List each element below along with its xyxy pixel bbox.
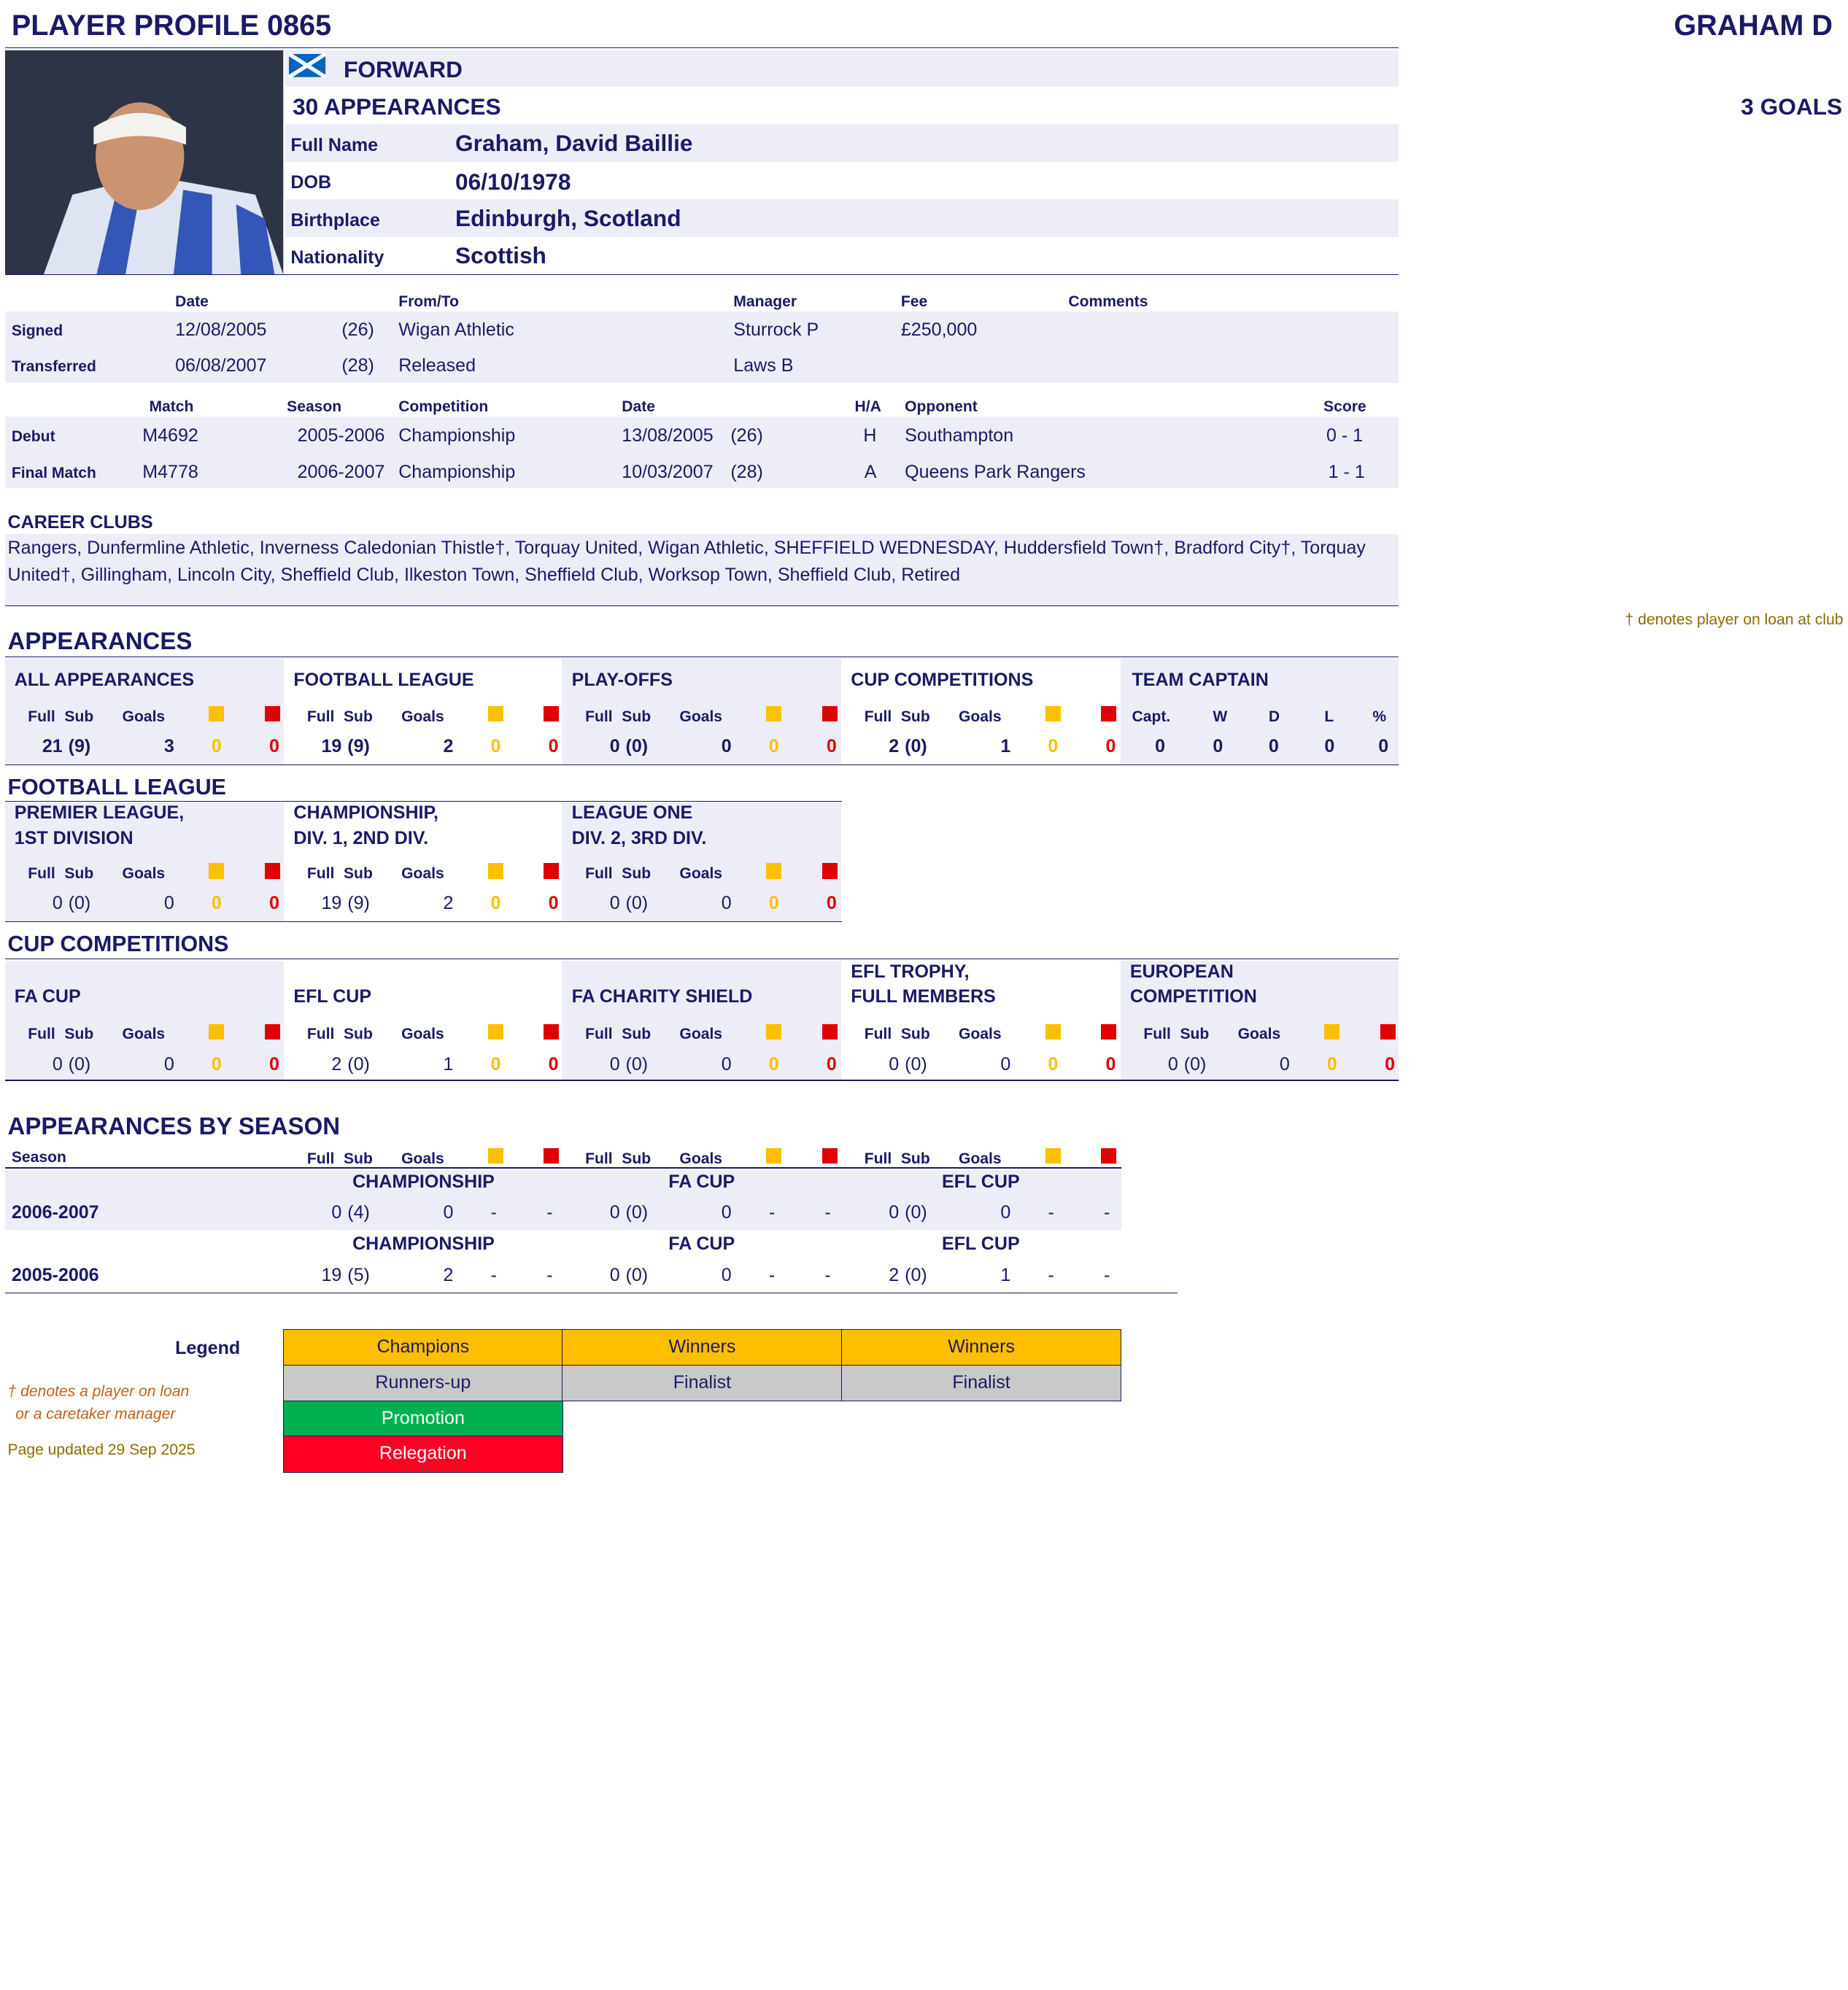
stat-goals: 0: [163, 1053, 174, 1075]
match-header-season: Season: [287, 398, 342, 416]
block-title-1: EUROPEAN: [1129, 961, 1234, 982]
stat-sub: (9): [347, 893, 370, 914]
yellow-card-icon: [1045, 1024, 1061, 1039]
match-id: M4778: [142, 462, 198, 483]
transfer-header-fromto: From/To: [398, 293, 459, 311]
label-full: Full: [306, 1150, 335, 1167]
yellow-card-icon: [209, 863, 224, 878]
label-sub: Sub: [622, 1026, 652, 1043]
stat-goals: 1: [443, 1053, 454, 1075]
stat-red: -: [546, 1201, 553, 1223]
block-title-1: EFL TROPHY,: [851, 961, 970, 982]
scotland-flag-icon: [289, 54, 325, 77]
career-clubs-title: CAREER CLUBS: [7, 511, 153, 533]
appearances-section-title: APPEARANCES: [7, 627, 193, 655]
match-id: M4692: [142, 425, 198, 446]
stat-yellow: 0: [1048, 1053, 1059, 1075]
label-sub: Sub: [64, 1026, 94, 1043]
stat-sub: (4): [347, 1201, 370, 1223]
stat-full: 0: [889, 1053, 900, 1075]
label-sub: Sub: [343, 708, 373, 725]
match-competition: Championship: [398, 425, 516, 446]
captain-label-l: L: [1324, 708, 1334, 725]
stat-sub: (0): [905, 736, 927, 757]
transfer-age: (28): [341, 355, 374, 376]
match-competition: Championship: [398, 462, 516, 483]
stat-goals: 0: [721, 1201, 732, 1223]
stat-yellow: 0: [768, 893, 779, 914]
stat-goals: 0: [1279, 1053, 1290, 1075]
block-title-1: CHAMPIONSHIP,: [293, 802, 438, 824]
match-season: 2005-2006: [297, 425, 385, 446]
legend-note-2: or a caretaker manager: [15, 1406, 176, 1423]
label-goals: Goals: [122, 708, 166, 725]
stat-red: 0: [269, 1053, 279, 1075]
stat-sub: (0): [625, 1264, 649, 1285]
detail-label-dob: DOB: [290, 172, 332, 193]
label-goals: Goals: [679, 1150, 723, 1167]
transfer-header-date: Date: [175, 293, 209, 311]
stat-yellow: -: [490, 1264, 497, 1285]
stat-goals: 0: [721, 1053, 732, 1075]
legend-relegation: Relegation: [283, 1436, 563, 1472]
captain-label-w: W: [1213, 708, 1228, 725]
stat-goals: 0: [1000, 1201, 1011, 1223]
captain-title: TEAM CAPTAIN: [1132, 670, 1269, 691]
block-title: PLAY-OFFS: [571, 670, 673, 691]
match-header-competition: Competition: [398, 398, 489, 416]
transfer-fee: £250,000: [900, 320, 978, 340]
stat-yellow: -: [768, 1264, 776, 1285]
block-title: CUP COMPETITIONS: [851, 670, 1034, 691]
stat-goals: 0: [721, 736, 732, 757]
label-sub: Sub: [64, 708, 94, 725]
stat-red: 0: [548, 736, 559, 757]
stat-sub: (0): [68, 1053, 91, 1075]
row-label: Final Match: [11, 465, 96, 482]
red-card-icon: [544, 1024, 559, 1039]
stat-red: 0: [826, 736, 837, 757]
stat-goals: 2: [443, 893, 454, 914]
season-comp-name: FA CUP: [668, 1234, 735, 1255]
cup-section-title: CUP COMPETITIONS: [7, 932, 229, 957]
season-comp-name: EFL CUP: [942, 1171, 1020, 1192]
stat-full: 19: [321, 1264, 342, 1285]
stat-yellow: -: [1048, 1264, 1054, 1285]
captain-label-pct: %: [1372, 708, 1387, 725]
yellow-card-icon: [488, 863, 503, 878]
label-goals: Goals: [679, 708, 723, 725]
block-title-2: 1ST DIVISION: [14, 827, 134, 848]
transfer-header-fee: Fee: [900, 293, 928, 311]
label-full: Full: [864, 708, 892, 725]
label-goals: Goals: [401, 1026, 444, 1043]
stat-full: 0: [331, 1201, 342, 1223]
stat-sub: (0): [625, 1053, 649, 1075]
stat-red: -: [546, 1264, 553, 1285]
label-full: Full: [28, 1026, 55, 1043]
stat-sub: (0): [347, 1053, 370, 1075]
stat-red: 0: [1385, 1053, 1396, 1075]
captain-label-capt: Capt.: [1132, 708, 1171, 725]
stat-full: 21: [42, 736, 63, 757]
legend-promotion: Promotion: [283, 1401, 563, 1437]
stat-red: -: [824, 1264, 831, 1285]
label-sub: Sub: [343, 865, 373, 883]
label-full: Full: [306, 708, 335, 725]
match-age: (26): [730, 425, 763, 446]
transfer-club: Released: [398, 355, 476, 376]
stat-yellow: 0: [768, 1053, 779, 1075]
label-goals: Goals: [959, 1150, 1002, 1167]
match-ha: A: [864, 462, 877, 483]
block-title-2: DIV. 1, 2ND DIV.: [293, 827, 429, 848]
label-sub: Sub: [1180, 1026, 1210, 1043]
red-card-icon: [1101, 1148, 1116, 1164]
loan-note: † denotes player on loan at club: [1625, 611, 1844, 628]
match-score: 0 - 1: [1326, 425, 1364, 446]
legend-winners-1: Winners: [562, 1329, 842, 1366]
stat-full: 2: [889, 736, 900, 757]
match-season: 2006-2007: [297, 462, 385, 483]
stat-red: 0: [826, 893, 837, 914]
stat-sub: (0): [905, 1053, 927, 1075]
label-sub: Sub: [343, 1026, 373, 1043]
stat-yellow: 0: [490, 736, 501, 757]
stat-yellow: 0: [1326, 1053, 1337, 1075]
red-card-icon: [544, 1148, 559, 1164]
row-label: Debut: [11, 428, 55, 446]
stat-full: 0: [889, 1201, 900, 1223]
captain-value-w: 0: [1213, 736, 1223, 757]
label-goals: Goals: [959, 1026, 1002, 1043]
goals-total: 3 GOALS: [1741, 93, 1843, 120]
captain-value-capt: 0: [1155, 736, 1166, 757]
yellow-card-icon: [1045, 706, 1061, 721]
match-header-opponent: Opponent: [905, 398, 978, 416]
transfer-manager: Laws B: [733, 355, 794, 376]
label-sub: Sub: [622, 865, 652, 883]
stat-goals: 0: [721, 1264, 732, 1285]
block-title-2: FA CUP: [14, 986, 81, 1007]
detail-label-fullname: Full Name: [290, 134, 379, 155]
transfer-club: Wigan Athletic: [398, 320, 514, 340]
stat-sub: (0): [905, 1264, 927, 1285]
football-league-section-title: FOOTBALL LEAGUE: [7, 775, 226, 800]
red-card-icon: [544, 863, 559, 878]
stat-goals: 1: [1000, 1264, 1011, 1285]
row-label: Signed: [11, 322, 63, 339]
stat-sub: (0): [625, 736, 649, 757]
red-card-icon: [1380, 1024, 1396, 1039]
stat-goals: 0: [721, 893, 732, 914]
red-card-icon: [1101, 706, 1116, 721]
match-opponent: Southampton: [905, 425, 1014, 446]
label-sub: Sub: [900, 1026, 930, 1043]
stat-full: 0: [609, 893, 620, 914]
yellow-card-icon: [766, 863, 781, 878]
captain-value-d: 0: [1268, 736, 1279, 757]
yellow-card-icon: [766, 1024, 781, 1039]
red-card-icon: [822, 863, 838, 878]
stat-red: 0: [1105, 1053, 1116, 1075]
yellow-card-icon: [1045, 1148, 1061, 1164]
yellow-card-icon: [209, 1024, 224, 1039]
yellow-card-icon: [488, 1148, 503, 1164]
block-title-2: COMPETITION: [1129, 986, 1257, 1007]
block-title: ALL APPEARANCES: [14, 670, 195, 691]
label-goals: Goals: [679, 1026, 723, 1043]
stat-red: 0: [826, 1053, 837, 1075]
captain-label-d: D: [1268, 708, 1280, 725]
season-label: 2005-2006: [11, 1264, 99, 1285]
transfer-header-comments: Comments: [1068, 293, 1148, 311]
stat-red: 0: [269, 893, 279, 914]
match-date: 10/03/2007: [622, 462, 714, 483]
detail-value-birthplace: Edinburgh, Scotland: [455, 205, 681, 231]
label-sub: Sub: [622, 1150, 652, 1167]
label-full: Full: [585, 1026, 613, 1043]
label-goals: Goals: [401, 708, 444, 725]
player-photo: [5, 50, 283, 274]
stat-sub: (0): [68, 893, 91, 914]
match-age: (28): [730, 462, 763, 483]
yellow-card-icon: [766, 1148, 781, 1164]
label-full: Full: [306, 865, 335, 883]
stat-goals: 0: [163, 893, 174, 914]
block-title-2: DIV. 2, 3RD DIV.: [571, 827, 707, 848]
transfer-date: 12/08/2005: [175, 320, 267, 340]
row-label: Transferred: [11, 357, 96, 375]
stat-yellow: 0: [490, 1053, 501, 1075]
label-sub: Sub: [900, 1150, 930, 1167]
yellow-card-icon: [488, 706, 503, 721]
stat-yellow: -: [768, 1201, 776, 1223]
stat-sub: (0): [625, 893, 649, 914]
label-goals: Goals: [1237, 1026, 1281, 1043]
player-position: FORWARD: [343, 55, 463, 82]
label-sub: Sub: [900, 708, 930, 725]
block-title: FOOTBALL LEAGUE: [293, 670, 474, 691]
match-score: 1 - 1: [1328, 462, 1365, 483]
label-goals: Goals: [401, 865, 444, 883]
match-header-score: Score: [1323, 398, 1366, 416]
stat-red: -: [1104, 1264, 1110, 1285]
transfer-manager: Sturrock P: [733, 320, 819, 340]
legend-finalist-2: Finalist: [841, 1365, 1121, 1401]
stat-yellow: -: [1048, 1201, 1054, 1223]
captain-value-pct: 0: [1378, 736, 1389, 757]
label-goals: Goals: [679, 865, 723, 883]
stat-yellow: 0: [490, 893, 501, 914]
yellow-card-icon: [209, 706, 224, 721]
legend-title: Legend: [175, 1337, 241, 1358]
red-card-icon: [265, 863, 280, 878]
stat-red: 0: [269, 736, 279, 757]
stat-full: 0: [609, 1264, 620, 1285]
stat-full: 2: [331, 1053, 342, 1075]
season-comp-name: FA CUP: [668, 1171, 735, 1192]
career-clubs-line2: United†, Gillingham, Lincoln City, Sheffield Club, Ilkeston Town, Sheffield Club, Worksop Town, Sheffield Club, Retired: [7, 565, 961, 586]
stat-full: 19: [321, 736, 342, 757]
red-card-icon: [822, 706, 838, 721]
stat-yellow: 0: [211, 1053, 222, 1075]
stat-yellow: -: [490, 1201, 497, 1223]
by-season-section-title: APPEARANCES BY SEASON: [7, 1112, 341, 1140]
page-title: PLAYER PROFILE 0865: [11, 9, 332, 42]
stat-yellow: 0: [211, 893, 222, 914]
career-clubs-line1: Rangers, Dunfermline Athletic, Inverness Caledonian Thistle†, Torquay United, Wigan Athletic, SHEFFIELD WEDNESDAY, Huddersfield Town†, Bradford City†, Torquay: [7, 538, 1366, 559]
label-goals: Goals: [959, 708, 1002, 725]
stat-sub: (0): [625, 1201, 649, 1223]
red-card-icon: [822, 1148, 838, 1164]
legend-winners-2: Winners: [841, 1329, 1121, 1366]
stat-sub: (9): [68, 736, 91, 757]
label-full: Full: [585, 708, 613, 725]
player-short-name: GRAHAM D: [1674, 9, 1833, 42]
label-sub: Sub: [622, 708, 652, 725]
red-card-icon: [822, 1024, 838, 1039]
label-full: Full: [585, 865, 613, 883]
yellow-card-icon: [488, 1024, 503, 1039]
stat-red: -: [1104, 1201, 1110, 1223]
label-full: Full: [864, 1150, 892, 1167]
stat-red: 0: [548, 893, 559, 914]
label-goals: Goals: [401, 1150, 444, 1167]
legend-runners-up: Runners-up: [283, 1365, 563, 1401]
captain-value-l: 0: [1324, 736, 1335, 757]
match-header-match: Match: [149, 398, 194, 416]
transfer-date: 06/08/2007: [175, 355, 267, 376]
match-opponent: Queens Park Rangers: [905, 462, 1086, 483]
stat-full: 2: [889, 1264, 900, 1285]
stat-sub: (0): [905, 1201, 927, 1223]
match-header-date: Date: [622, 398, 655, 416]
season-comp-name: CHAMPIONSHIP: [352, 1234, 495, 1255]
by-season-header-season: Season: [11, 1149, 66, 1166]
transfer-age: (26): [341, 320, 374, 340]
stat-red: 0: [1105, 736, 1116, 757]
label-full: Full: [585, 1150, 613, 1167]
match-header-ha: H/A: [854, 398, 881, 416]
stat-goals: 2: [443, 736, 454, 757]
label-full: Full: [864, 1026, 892, 1043]
stat-full: 0: [609, 736, 620, 757]
red-card-icon: [265, 706, 280, 721]
label-full: Full: [1143, 1026, 1171, 1043]
stat-goals: 0: [443, 1201, 454, 1223]
detail-label-birthplace: Birthplace: [290, 209, 380, 231]
block-title-2: EFL CUP: [293, 986, 372, 1007]
stat-yellow: 0: [768, 736, 779, 757]
yellow-card-icon: [766, 706, 781, 721]
stat-full: 19: [321, 893, 342, 914]
appearances-total: 30 APPEARANCES: [293, 93, 501, 120]
stat-full: 0: [609, 1053, 620, 1075]
label-full: Full: [28, 865, 55, 883]
block-title-2: FULL MEMBERS: [851, 986, 996, 1007]
legend-champions: Champions: [283, 1329, 563, 1366]
stat-sub: (9): [347, 736, 370, 757]
transfer-header-manager: Manager: [733, 293, 797, 311]
stat-red: 0: [548, 1053, 559, 1075]
season-comp-name: EFL CUP: [942, 1234, 1020, 1255]
stat-goals: 3: [163, 736, 174, 757]
yellow-card-icon: [1324, 1024, 1339, 1039]
page-updated: Page updated 29 Sep 2025: [7, 1441, 196, 1459]
label-full: Full: [28, 708, 55, 725]
label-full: Full: [306, 1026, 335, 1043]
stat-goals: 1: [1000, 736, 1011, 757]
legend-finalist-1: Finalist: [562, 1365, 842, 1401]
legend-note-1: † denotes a player on loan: [7, 1382, 190, 1400]
block-title-2: FA CHARITY SHIELD: [571, 986, 753, 1007]
stat-full: 0: [1167, 1053, 1178, 1075]
season-comp-name: CHAMPIONSHIP: [352, 1171, 495, 1192]
stat-goals: 2: [443, 1264, 454, 1285]
label-goals: Goals: [122, 865, 166, 883]
red-card-icon: [544, 706, 559, 721]
stat-yellow: 0: [211, 736, 222, 757]
stat-full: 0: [609, 1201, 620, 1223]
stat-full: 0: [52, 1053, 63, 1075]
match-date: 13/08/2005: [622, 425, 714, 446]
detail-value-dob: 06/10/1978: [455, 168, 571, 195]
detail-label-nationality: Nationality: [290, 247, 384, 268]
red-card-icon: [265, 1024, 280, 1039]
stat-full: 0: [52, 893, 63, 914]
block-title-1: PREMIER LEAGUE,: [14, 802, 185, 824]
match-ha: H: [863, 425, 877, 446]
block-title-1: LEAGUE ONE: [571, 802, 693, 824]
stat-sub: (5): [347, 1264, 370, 1285]
label-sub: Sub: [343, 1150, 373, 1167]
stat-yellow: 0: [1048, 736, 1059, 757]
season-label: 2006-2007: [11, 1201, 99, 1223]
detail-value-fullname: Graham, David Baillie: [455, 130, 693, 157]
stat-sub: (0): [1183, 1053, 1207, 1075]
detail-value-nationality: Scottish: [455, 242, 546, 269]
red-card-icon: [1101, 1024, 1116, 1039]
label-sub: Sub: [64, 865, 94, 883]
label-goals: Goals: [122, 1026, 166, 1043]
stat-goals: 0: [1000, 1053, 1011, 1075]
stat-red: -: [824, 1201, 831, 1223]
